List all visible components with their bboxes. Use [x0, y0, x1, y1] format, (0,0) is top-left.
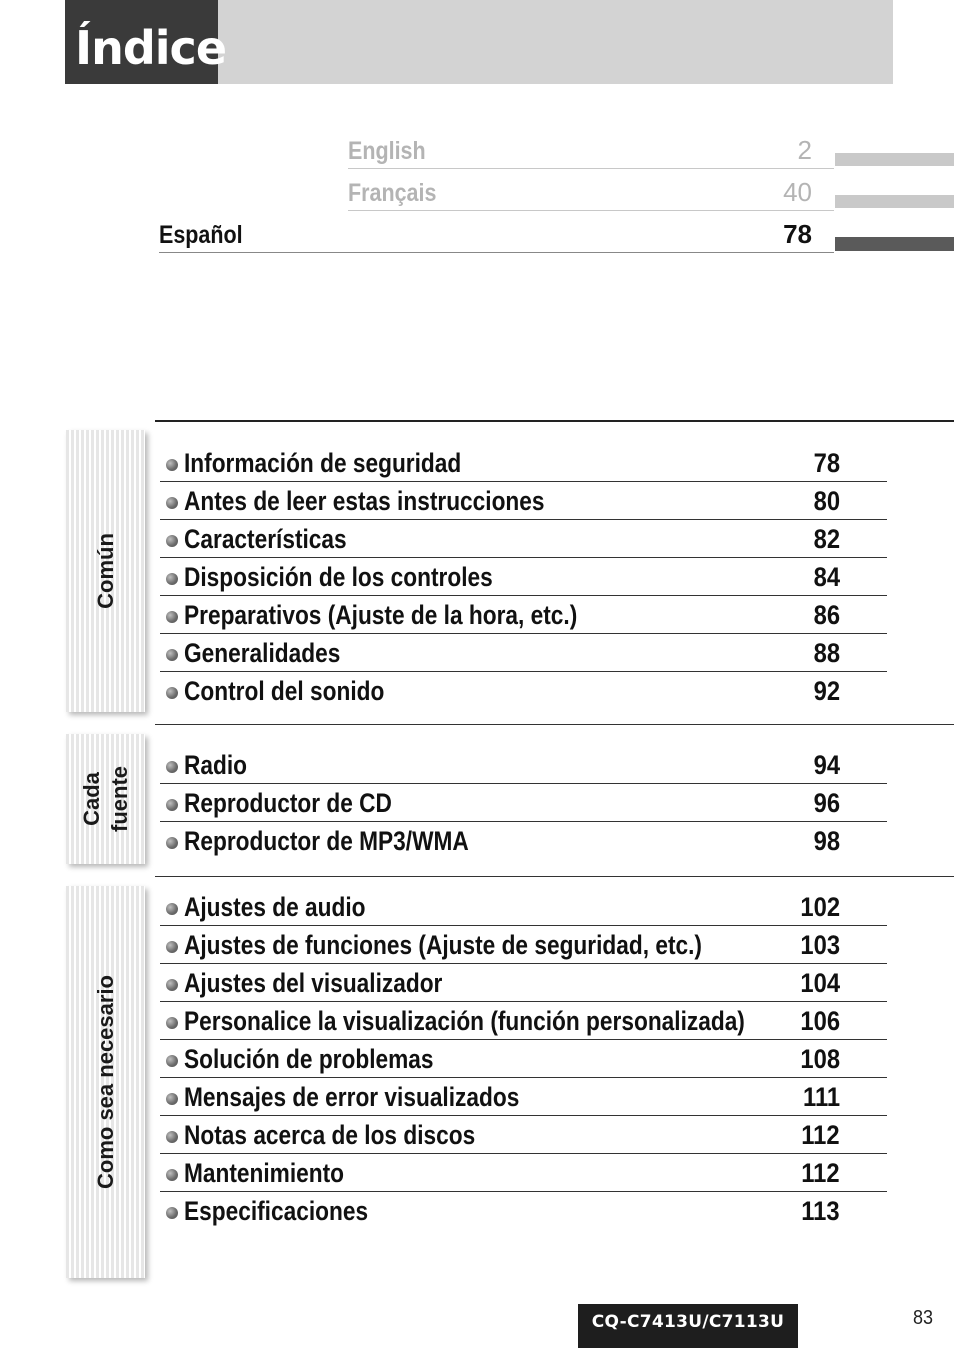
bullet-icon — [166, 687, 178, 699]
toc-entry[interactable] — [160, 784, 887, 822]
section-label-line: fuente — [106, 766, 132, 832]
toc-entry-page: 112 — [801, 1120, 840, 1150]
section-tab-comun — [66, 430, 145, 712]
toc-entry-page: 94 — [813, 750, 840, 780]
section-divider — [155, 724, 954, 725]
bullet-icon — [166, 1169, 178, 1181]
section-label: Común — [92, 533, 118, 609]
bullet-icon — [166, 941, 178, 953]
toc-entry[interactable] — [160, 634, 887, 672]
toc-entry-title: Notas acerca de los discos — [184, 1120, 476, 1150]
bullet-icon — [166, 1055, 178, 1067]
bullet-icon — [166, 535, 178, 547]
section-tab-cada-fuente — [66, 734, 145, 864]
toc-entry[interactable] — [160, 596, 887, 634]
toc-entry-title: Radio — [184, 750, 248, 780]
section-label — [78, 766, 134, 832]
bullet-icon — [166, 761, 178, 773]
language-tab-english — [835, 153, 954, 166]
toc-entry[interactable] — [160, 558, 887, 596]
toc-entry[interactable] — [160, 672, 887, 710]
page-number: 83 — [913, 1307, 934, 1329]
bullet-icon — [166, 459, 178, 471]
language-link-espanol[interactable] — [159, 212, 834, 253]
toc-entry[interactable] — [160, 964, 887, 1002]
section-divider — [155, 876, 954, 877]
toc-entry-title: Personalice la visualización (función personalizada) — [184, 1006, 745, 1036]
toc-entry-title: Características — [184, 524, 347, 554]
toc-entry-page: 104 — [800, 968, 840, 998]
toc-entry-page: 113 — [801, 1196, 840, 1226]
toc-entry-title: Antes de leer estas instrucciones — [184, 486, 545, 516]
toc-entry-page: 102 — [800, 892, 840, 922]
toc-entry-title: Mantenimiento — [184, 1158, 345, 1188]
toc-entry-title: Ajustes de funciones (Ajuste de seguridad, etc.) — [184, 930, 702, 960]
toc-entry-title: Especificaciones — [184, 1196, 369, 1226]
toc-entry-page: 112 — [801, 1158, 840, 1188]
toc-entry-page: 108 — [800, 1044, 840, 1074]
toc-entry-title: Disposición de los controles — [184, 562, 493, 592]
toc-entry-page: 92 — [813, 676, 840, 706]
bullet-icon — [166, 1131, 178, 1143]
page-title: Índice — [65, 0, 218, 84]
section-label: Como sea necesario — [92, 975, 118, 1189]
model-number-badge: CQ-C7413U/C7113U — [578, 1304, 798, 1348]
toc-entry-title: Reproductor de CD — [184, 788, 392, 818]
toc-entry-page: 82 — [813, 524, 840, 554]
language-page: 40 — [783, 177, 812, 207]
bullet-icon — [166, 1207, 178, 1219]
toc-entry-title: Solución de problemas — [184, 1044, 434, 1074]
toc-entry-title: Generalidades — [184, 638, 341, 668]
toc-entry-page: 111 — [802, 1082, 840, 1112]
toc-entry-title: Información de seguridad — [184, 448, 462, 478]
toc-entry-title: Ajustes del visualizador — [184, 968, 443, 998]
bullet-icon — [166, 1093, 178, 1105]
language-name: Français — [348, 179, 437, 207]
toc-entry-page: 106 — [800, 1006, 840, 1036]
toc-entry[interactable] — [160, 1040, 887, 1078]
toc-entry[interactable] — [160, 520, 887, 558]
toc-entry-title: Control del sonido — [184, 676, 385, 706]
language-page: 78 — [783, 219, 812, 249]
toc-entry-page: 96 — [813, 788, 840, 818]
toc-entry-page: 84 — [813, 562, 840, 592]
language-link-english[interactable] — [348, 128, 834, 169]
toc-entry[interactable] — [160, 444, 887, 482]
toc-entry-title: Mensajes de error visualizados — [184, 1082, 520, 1112]
language-link-francais[interactable] — [348, 170, 834, 211]
toc-entry[interactable] — [160, 822, 887, 860]
toc-entry[interactable] — [160, 1154, 887, 1192]
toc-entry-page: 103 — [800, 930, 840, 960]
toc-entry-page: 98 — [813, 826, 840, 856]
bullet-icon — [166, 799, 178, 811]
bullet-icon — [166, 903, 178, 915]
language-tab-espanol — [835, 237, 954, 251]
bullet-icon — [166, 649, 178, 661]
bullet-icon — [166, 573, 178, 585]
toc-entry[interactable] — [160, 1116, 887, 1154]
toc-entry-title: Reproductor de MP3/WMA — [184, 826, 469, 856]
toc-entry-page: 88 — [813, 638, 840, 668]
toc-entry-title: Preparativos (Ajuste de la hora, etc.) — [184, 600, 578, 630]
toc-entry-page: 86 — [813, 600, 840, 630]
bullet-icon — [166, 1017, 178, 1029]
toc-entry[interactable] — [160, 888, 887, 926]
language-tab-francais — [835, 195, 954, 208]
bullet-icon — [166, 979, 178, 991]
section-divider — [155, 420, 954, 422]
bullet-icon — [166, 837, 178, 849]
toc-entry[interactable] — [160, 1002, 887, 1040]
toc-entry[interactable] — [160, 482, 887, 520]
toc-entry[interactable] — [160, 1192, 887, 1230]
section-label-line: Cada — [78, 772, 104, 826]
toc-entry-page: 78 — [813, 448, 840, 478]
toc-entry-page: 80 — [813, 486, 840, 516]
bullet-icon — [166, 611, 178, 623]
toc-entry[interactable] — [160, 926, 887, 964]
toc-entry[interactable] — [160, 1078, 887, 1116]
section-tab-como-sea-necesario — [66, 886, 145, 1278]
language-name: English — [348, 137, 426, 165]
toc-entry[interactable] — [160, 746, 887, 784]
language-name: Español — [159, 221, 243, 249]
language-page: 2 — [797, 135, 812, 165]
bullet-icon — [166, 497, 178, 509]
toc-entry-title: Ajustes de audio — [184, 892, 366, 922]
